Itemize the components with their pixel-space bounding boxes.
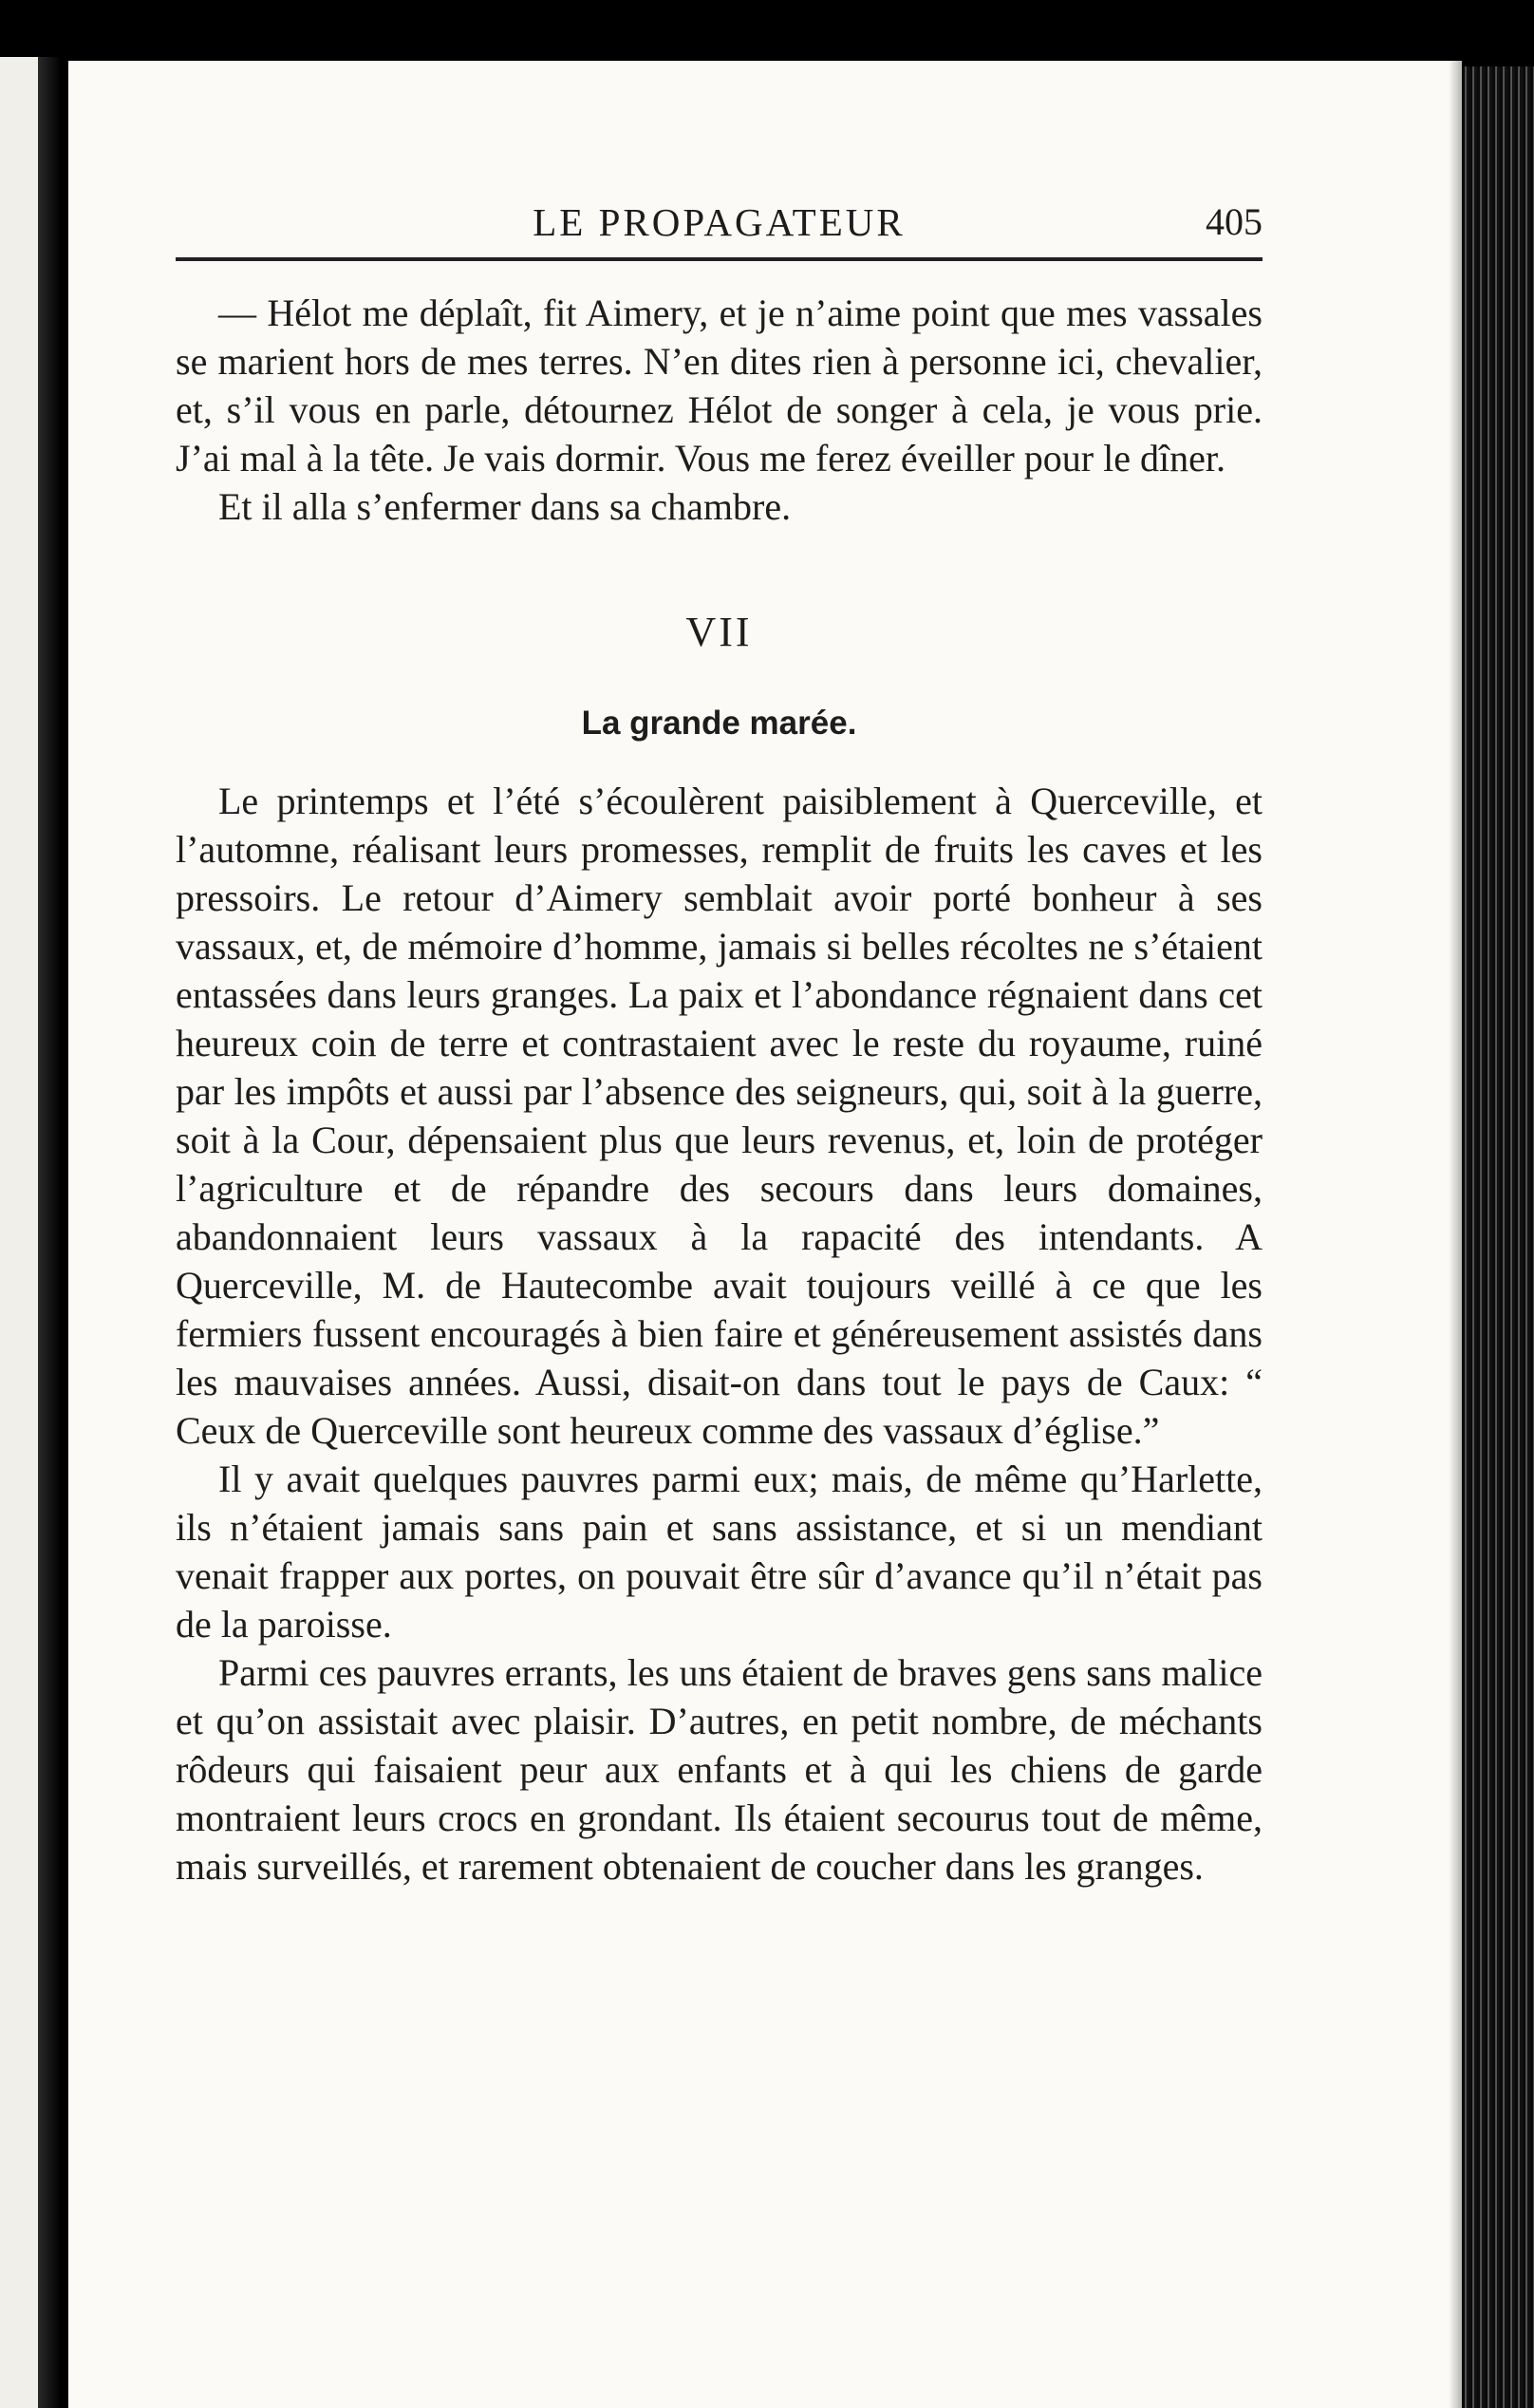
opening-text: [176, 289, 1263, 531]
facing-page-edge: [0, 57, 42, 2408]
paragraph: — Hélot me déplaît, fit Aimery, et je n’aime point que mes vassales se marient hors de mes terres. N’en dites rien à personne ici, chevalier, et, s’il vous en parle, détournez Hélot de songer à cela, je vous prie. J’ai mal à la tête. Je vais dormir. Vous me ferez éveiller pour le dîner.: [176, 292, 1263, 480]
running-head: [176, 186, 1263, 253]
paragraph: Parmi ces pauvres errants, les uns étaient de braves gens sans malice et qu’on assistait avec plaisir. D’autres, en petit nombre, de méchants rôdeurs qui faisaient peur aux enfants et à qui les chiens de garde montraient leurs crocs en grondant. Ils étaient secourus tout de même, mais surveillés, et rarement obtenaient de coucher dans les granges.: [176, 1651, 1263, 1888]
chapter-number: VII: [685, 609, 753, 655]
paragraph: Il y avait quelques pauvres parmi eux; mais, de même qu’Harlette, ils n’étaient jamais sans pain et sans assistance, et si un mendiant venait frapper aux portes, on pouvait être sûr d’avance qu’il n’était pas de la paroisse.: [176, 1458, 1263, 1646]
book-gutter: [38, 57, 59, 2408]
page-number: 405: [1206, 200, 1263, 243]
page-stack-edge: [1462, 66, 1534, 2408]
chapter-text: [176, 777, 1263, 1891]
header-rule: [176, 257, 1263, 261]
paragraph: Le printemps et l’été s’écoulèrent paisiblement à Querceville, et l’automne, réalisant leurs promesses, remplit de fruits les caves et les pressoirs. Le retour d’Aimery semblait avoir porté bonheur à ses vassaux, et, de mémoire d’homme, jamais si belles récoltes ne s’étaient entassées dans leurs granges. La paix et l’abondance régnaient dans cet heureux coin de terre et contrastaient avec le reste du royaume, ruiné par les impôts et aussi par l’absence des seigneurs, qui, soit à la guerre, soit à la Cour, dépensaient plus que leurs revenus, et, loin de protéger l’agriculture et de répandre des secours dans leurs domaines, abandonnaient leurs vassaux à la rapacité des intendants. A Querceville, M. de Hautecombe avait toujours veillé à ce que les fermiers fussent encouragés à bien faire et généreusement assistés dans les mauvaises années. Aussi, disait-on dans tout le pays de Caux: “ Ceux de Querceville sont heureux comme des vassaux d’église.”: [176, 780, 1263, 1452]
chapter-title: La grande marée.: [581, 705, 857, 742]
paragraph: Et il alla s’enfermer dans sa chambre.: [218, 485, 792, 528]
running-title: LE PROPAGATEUR: [533, 200, 906, 244]
